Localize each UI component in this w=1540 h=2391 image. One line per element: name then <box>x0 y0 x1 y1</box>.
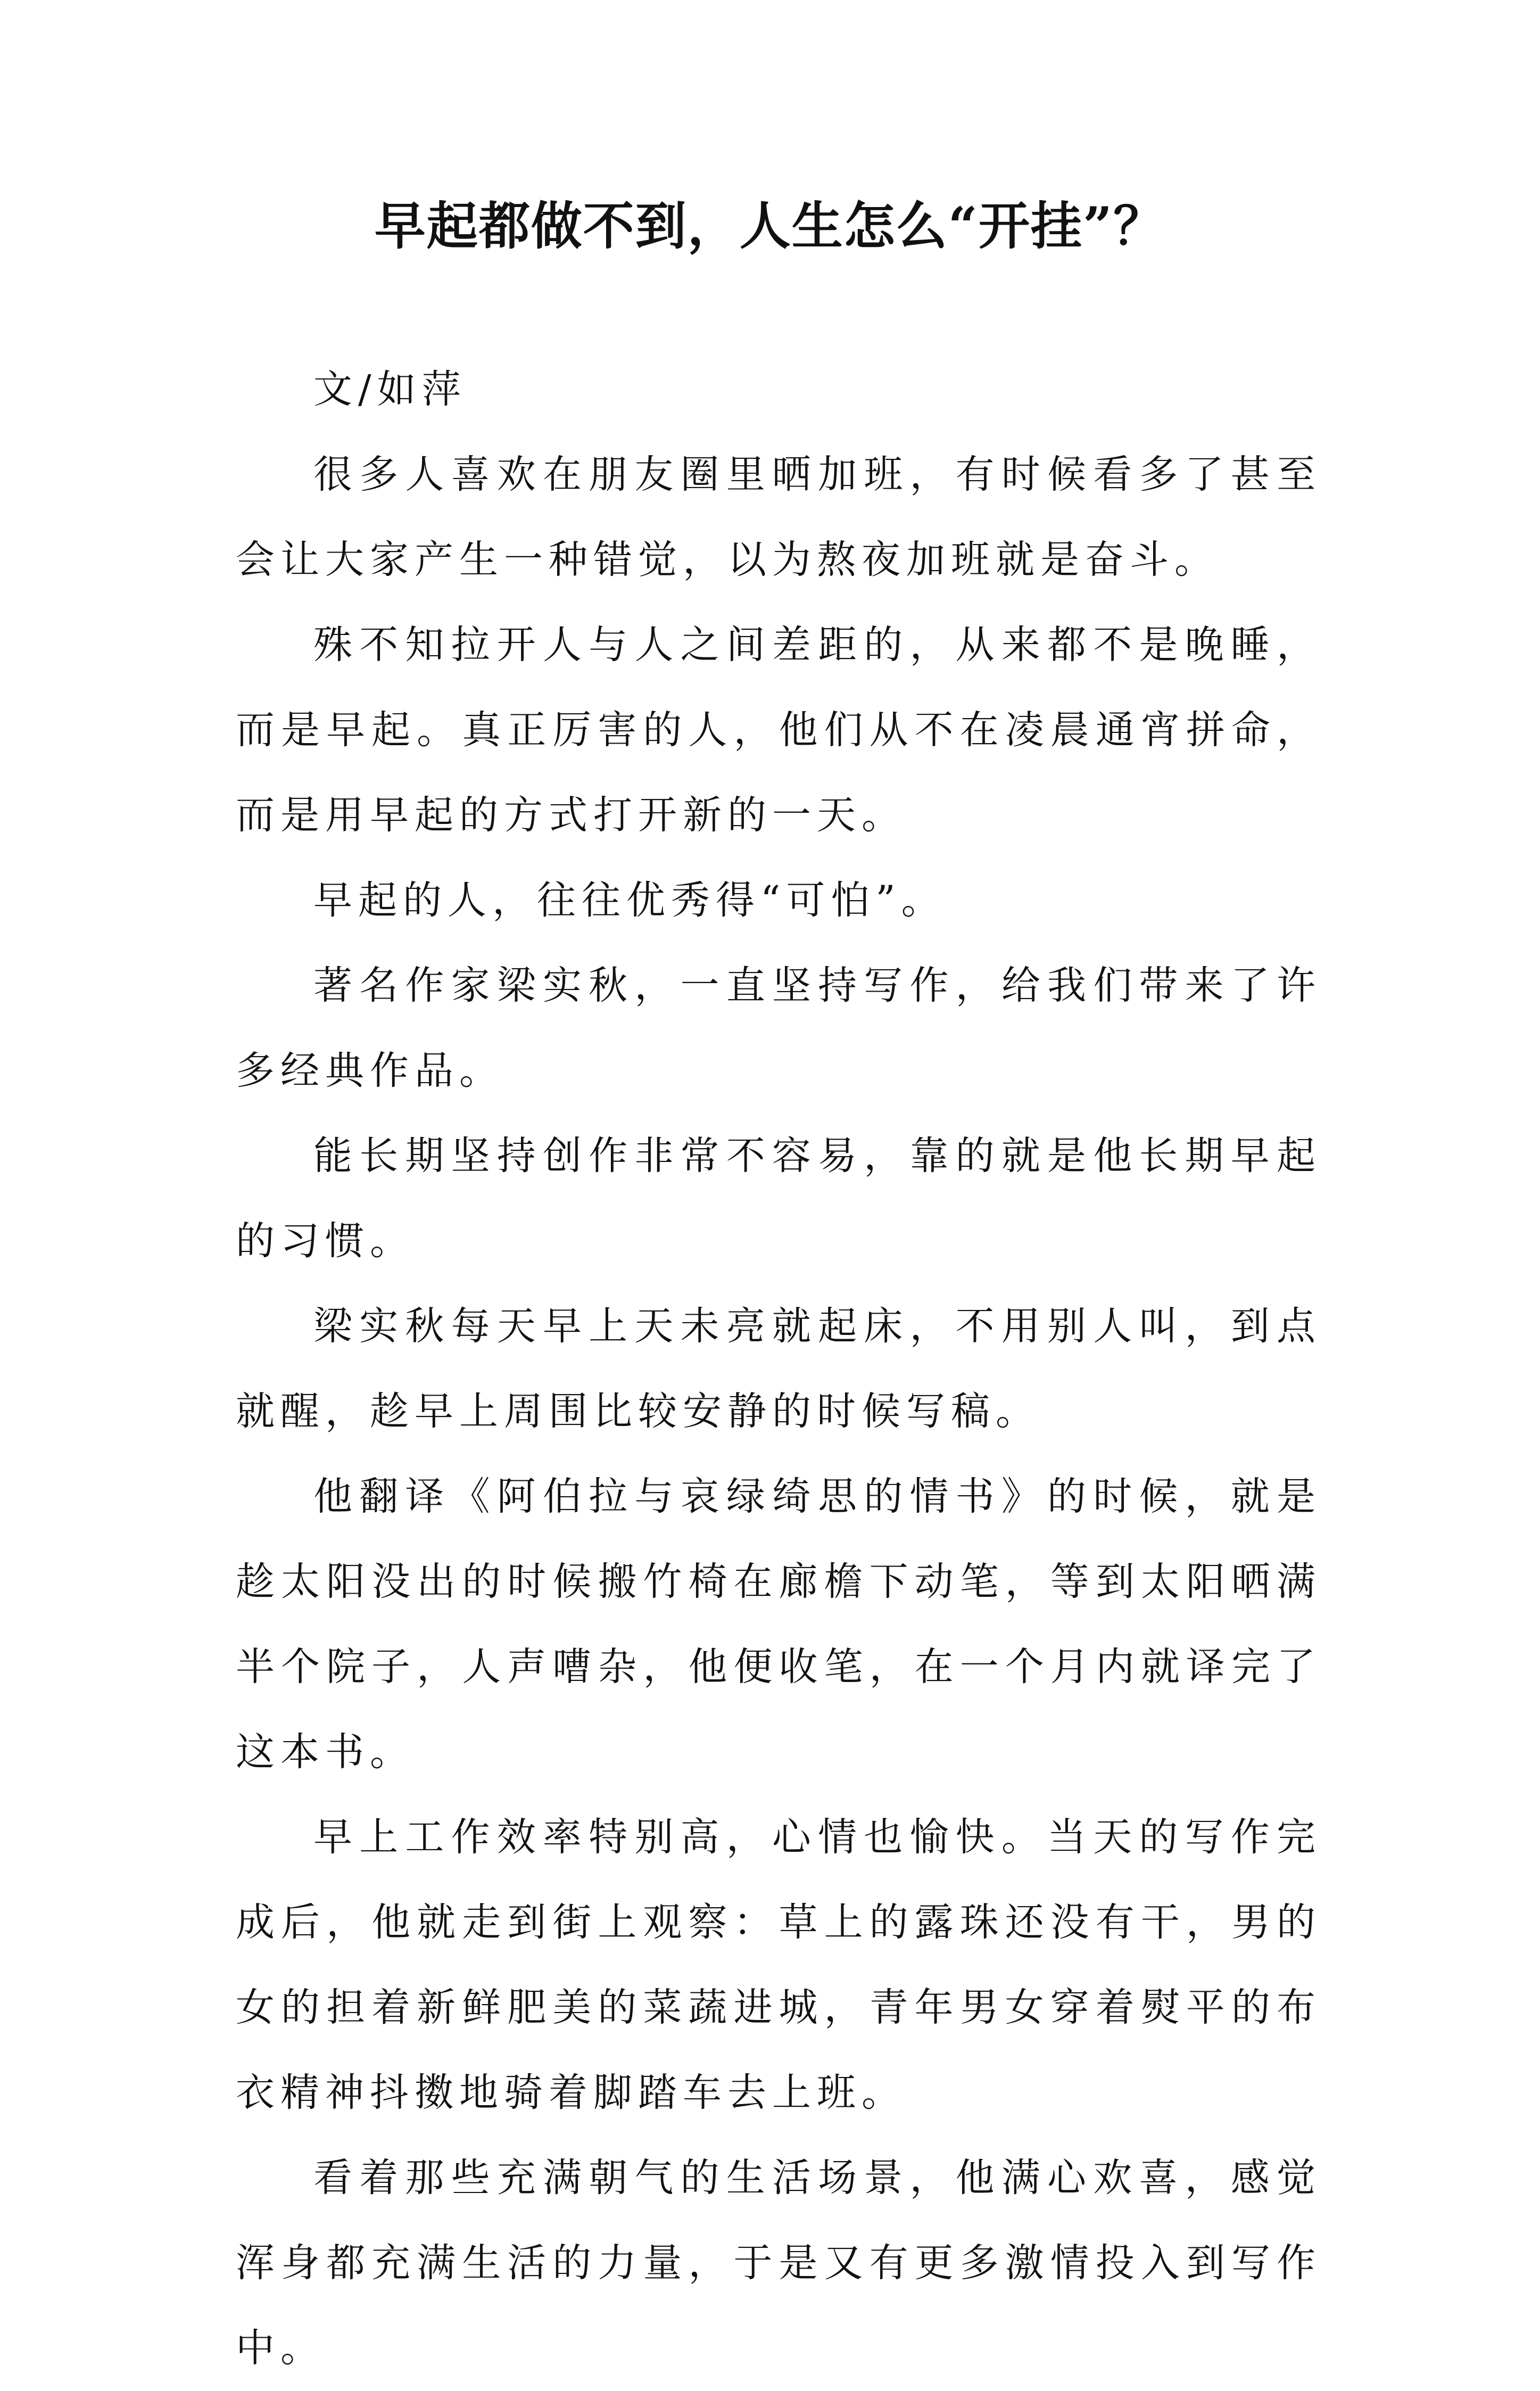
article-title: 早起都做不到，人生怎么“开挂”？ <box>374 196 1166 256</box>
paragraph: 著名作家梁实秋，一直坚持写作，给我们带来了许多经典作品。 <box>236 963 1321 1093</box>
paragraph: 他翻译《阿伯拉与哀绿绮思的情书》的时候，就是趁太阳没出的时候搬竹椅在廊檐下动笔，等到太阳晒满半个院子，人声嘈杂，他便收笔，在一个月内就译完了这本书。 <box>236 1474 1321 1775</box>
paragraph: 很多人喜欢在朋友圈里晒加班，有时候看多了甚至会让大家产生一种错觉，以为熬夜加班就是奋斗。 <box>236 452 1321 582</box>
paragraph: 看着那些充满朝气的生活场景，他满心欢喜，感觉浑身都充满生活的力量，于是又有更多激情投入到写作中。 <box>236 2155 1321 2371</box>
article-body <box>236 347 1321 2391</box>
paragraph: 殊不知拉开人与人之间差距的，从来都不是晚睡，而是早起。真正厉害的人，他们从不在凌晨通宵拼命，而是用早起的方式打开新的一天。 <box>236 622 1321 838</box>
paragraph: 早起的人，往往优秀得“可怕”。 <box>313 878 946 923</box>
paragraph: 梁实秋每天早上天未亮就起床，不用别人叫，到点就醒，趁早上周围比较安静的时候写稿。 <box>236 1304 1321 1434</box>
author-line: 文/如萍 <box>313 367 467 412</box>
paragraph: 早上工作效率特别高，心情也愉快。当天的写作完成后，他就走到街上观察：草上的露珠还没有干，男的女的担着新鲜肥美的菜蔬进城，青年男女穿着熨平的布衣精神抖擞地骑着脚踏车去上班。 <box>236 1815 1321 2115</box>
paragraph: 能长期坚持创作非常不容易，靠的就是他长期早起的习惯。 <box>236 1133 1321 1264</box>
